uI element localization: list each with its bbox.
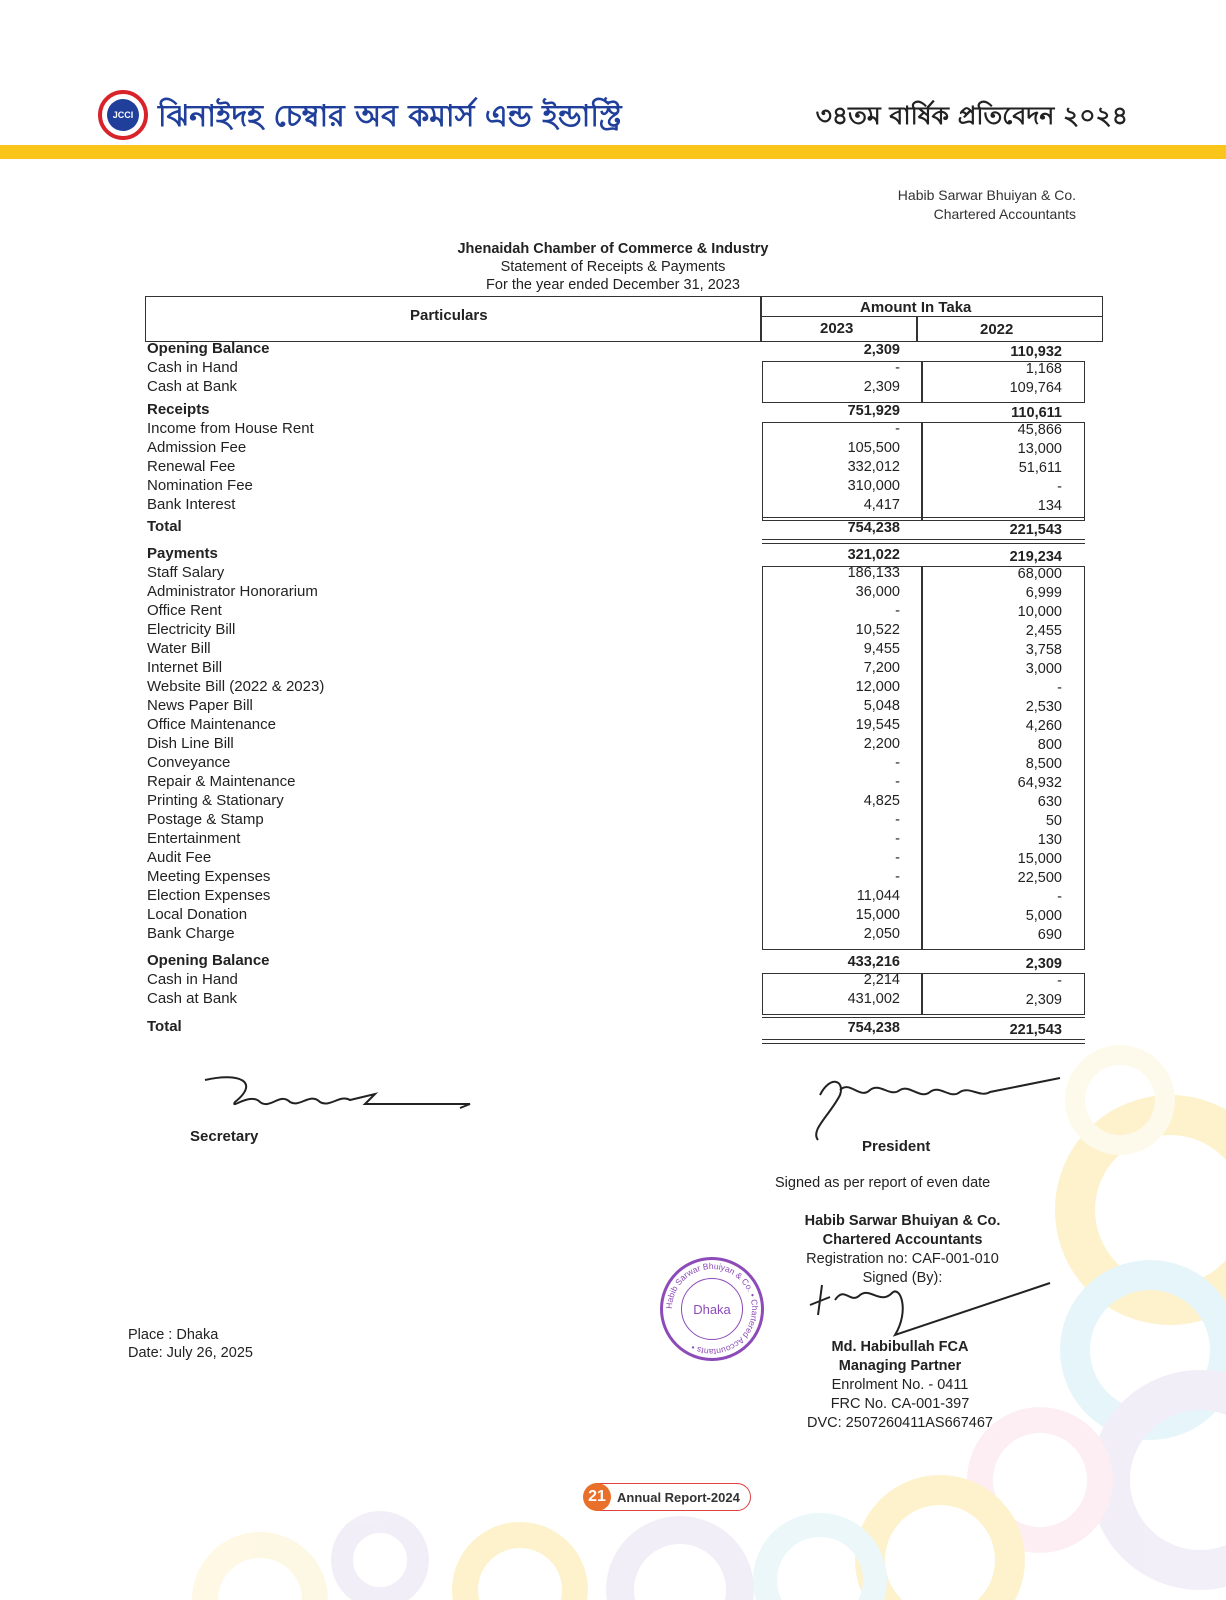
table-row-label: Office Rent <box>147 602 222 619</box>
table-row-label: Website Bill (2022 & 2023) <box>147 678 325 695</box>
closing-total-2023: 433,216 <box>847 954 900 970</box>
year-divider <box>916 316 918 342</box>
table-row-label: Electricity Bill <box>147 621 236 638</box>
table-cell-2023: - <box>895 603 900 619</box>
total1-rule-top <box>762 517 1085 518</box>
total1-2022: 221,543 <box>1009 522 1062 538</box>
table-cell-2023: 12,000 <box>855 679 900 695</box>
table-row-label: Admission Fee <box>147 439 247 456</box>
total1-rule-bottom-2 <box>762 543 1085 544</box>
svg-text:Habib Sarwar Bhuiyan & Co. • C <box>664 1261 760 1357</box>
total2-rule-bottom-2 <box>762 1043 1085 1044</box>
table-cell-2022: 3,758 <box>1025 642 1062 658</box>
table-cell-2022: 4,260 <box>1025 718 1062 734</box>
table-row-label: Entertainment <box>147 830 241 847</box>
org-name-bengali: ঝিনাইদহ চেম্বার অব কমার্স এন্ড ইন্ডাস্ট্রি <box>158 99 622 134</box>
total1-rule-bottom-1 <box>762 539 1085 540</box>
logo-text: JCCI <box>107 99 139 131</box>
statement-period: For the year ended December 31, 2023 <box>486 277 740 293</box>
table-cell-2022: 2,309 <box>1025 992 1062 1008</box>
report-title-bengali: ৩৪তম বার্ষিক প্রতিবেদন ২০২৪ <box>815 101 1128 130</box>
table-cell-2022: 64,932 <box>1017 775 1062 791</box>
firm-name: Habib Sarwar Bhuiyan & Co. <box>897 187 1076 203</box>
table-cell-2023: 2,050 <box>863 926 900 942</box>
receipts-heading: Receipts <box>147 401 210 418</box>
table-cell-2023: 431,002 <box>847 991 900 1007</box>
firm-heading <box>898 186 1076 224</box>
table-row-label: Meeting Expenses <box>147 868 271 885</box>
table-cell-2022: - <box>1057 973 1062 989</box>
table-row-label: Water Bill <box>147 640 211 657</box>
partner-title: Managing Partner <box>838 1358 962 1374</box>
table-cell-2023: 10,522 <box>855 622 900 638</box>
table-row-label: Repair & Maintenance <box>147 773 296 790</box>
table-row-label: Cash at Bank <box>147 990 238 1007</box>
partner-name: Md. Habibullah FCA <box>831 1339 969 1355</box>
table-cell-2022: 10,000 <box>1017 604 1062 620</box>
table-row-label: Bank Interest <box>147 496 236 513</box>
table-row-label: Conveyance <box>147 754 231 771</box>
table-cell-2022: 2,455 <box>1025 623 1062 639</box>
table-row-label: Printing & Stationary <box>147 792 284 809</box>
table-cell-2022: 22,500 <box>1017 870 1062 886</box>
table-row-label: Cash in Hand <box>147 359 238 376</box>
table-row-label: Bank Charge <box>147 925 235 942</box>
secretary-signature <box>200 1072 480 1122</box>
payments-total-2022: 219,234 <box>1009 549 1062 565</box>
table-row-label: Cash in Hand <box>147 971 238 988</box>
table-cell-2023: - <box>895 869 900 885</box>
table-cell-2023: 11,044 <box>856 888 900 904</box>
auditor-subtitle: Chartered Accountants <box>822 1232 983 1248</box>
table-cell-2023: 36,000 <box>855 584 900 600</box>
table-cell-2023: 2,309 <box>863 379 900 395</box>
statement-heading <box>0 240 1226 294</box>
total2-2022: 221,543 <box>1009 1022 1062 1038</box>
year-2022-header: 2022 <box>980 321 1014 338</box>
opening-total-2023: 2,309 <box>863 342 900 358</box>
stamp-center: Dhaka <box>681 1278 743 1340</box>
table-cell-2022: 68,000 <box>1017 566 1062 582</box>
receipts-total-2022: 110,611 <box>1011 405 1062 421</box>
signed-note: Signed as per report of even date <box>775 1175 991 1191</box>
total2-label: Total <box>147 1018 182 1035</box>
opening-total-2022: 110,932 <box>1010 344 1062 360</box>
table-cell-2023: - <box>895 850 900 866</box>
receipts-total-2023: 751,929 <box>847 403 900 419</box>
place: Place : Dhaka <box>128 1327 219 1343</box>
table-cell-2023: 310,000 <box>847 478 900 494</box>
table-row-label: Administrator Honorarium <box>147 583 318 600</box>
table-cell-2022: 109,764 <box>1009 380 1062 396</box>
auditor-firm: Habib Sarwar Bhuiyan & Co. <box>804 1213 1001 1229</box>
dvc-number: DVC: 2507260411AS667467 <box>807 1415 993 1431</box>
header-divider-bar <box>0 145 1226 159</box>
total2-rule-bottom-1 <box>762 1039 1085 1040</box>
secretary-label: Secretary <box>190 1128 259 1145</box>
table-cell-2023: - <box>895 421 900 437</box>
table-cell-2023: 2,200 <box>863 736 900 752</box>
footer-label: Annual Report-2024 <box>617 1489 740 1505</box>
total1-2023: 754,238 <box>847 520 900 536</box>
table-cell-2023: 19,545 <box>855 717 900 733</box>
table-cell-2022: 2,530 <box>1025 699 1062 715</box>
frc-number: FRC No. CA-001-397 <box>830 1396 970 1412</box>
table-cell-2022: 51,611 <box>1018 460 1062 476</box>
statement-organization: Jhenaidah Chamber of Commerce & Industry <box>457 241 769 257</box>
table-cell-2023: - <box>895 812 900 828</box>
table-cell-2022: 6,999 <box>1025 585 1062 601</box>
table-row-label: Postage & Stamp <box>147 811 264 828</box>
table-row-label: Renewal Fee <box>147 458 236 475</box>
place-date <box>128 1326 253 1362</box>
table-row-label: News Paper Bill <box>147 697 253 714</box>
table-cell-2022: 15,000 <box>1017 851 1062 867</box>
payments-total-2023: 321,022 <box>847 547 900 563</box>
amount-divider <box>760 316 1103 317</box>
table-cell-2023: - <box>895 360 900 376</box>
table-cell-2022: 130 <box>1037 832 1062 848</box>
total2-rule-top <box>762 1017 1085 1018</box>
table-cell-2023: 2,214 <box>863 972 900 988</box>
year-2023-header: 2023 <box>820 320 854 337</box>
table-cell-2022: 134 <box>1037 498 1062 514</box>
auditor-signature <box>800 1275 1060 1345</box>
amount-header: Amount In Taka <box>860 299 972 316</box>
table-cell-2023: 9,455 <box>863 641 900 657</box>
particulars-divider <box>760 296 762 342</box>
table-cell-2023: 15,000 <box>855 907 900 923</box>
table-cell-2023: - <box>895 831 900 847</box>
table-cell-2022: 45,866 <box>1017 422 1062 438</box>
particulars-header: Particulars <box>410 307 488 324</box>
table-row-label: Internet Bill <box>147 659 223 676</box>
table-cell-2022: 630 <box>1037 794 1062 810</box>
registration-number: Registration no: CAF-001-010 <box>806 1251 999 1267</box>
table-row-label: Audit Fee <box>147 849 212 866</box>
table-cell-2022: 3,000 <box>1025 661 1062 677</box>
payments-heading: Payments <box>147 545 218 562</box>
table-cell-2022: 50 <box>1045 813 1062 829</box>
table-row-label: Dish Line Bill <box>147 735 234 752</box>
table-cell-2022: 690 <box>1037 927 1062 943</box>
table-row-label: Election Expenses <box>147 887 271 904</box>
table-cell-2023: 7,200 <box>863 660 900 676</box>
page-footer <box>584 1483 751 1511</box>
table-row-label: Cash at Bank <box>147 378 238 395</box>
page-number: 21 <box>583 1483 611 1511</box>
table-cell-2023: 332,012 <box>847 459 900 475</box>
table-cell-2023: 105,500 <box>847 440 900 456</box>
table-cell-2023: 186,133 <box>847 565 900 581</box>
table-cell-2022: 5,000 <box>1025 908 1062 924</box>
closing-total-2022: 2,309 <box>1025 956 1062 972</box>
table-cell-2023: 5,048 <box>863 698 900 714</box>
total2-2023: 754,238 <box>847 1020 900 1036</box>
table-row-label: Staff Salary <box>147 564 225 581</box>
table-cell-2022: 800 <box>1037 737 1062 753</box>
table-row-label: Office Maintenance <box>147 716 276 733</box>
jcci-logo <box>98 90 148 140</box>
table-cell-2022: 8,500 <box>1025 756 1062 772</box>
signed-by: Signed (By): <box>862 1270 943 1286</box>
table-cell-2023: - <box>895 774 900 790</box>
president-label: President <box>862 1138 931 1155</box>
table-cell-2022: 1,168 <box>1025 361 1062 377</box>
firm-subtitle: Chartered Accountants <box>933 206 1076 222</box>
table-row-label: Income from House Rent <box>147 420 314 437</box>
table-cell-2023: - <box>895 755 900 771</box>
table-row-label: Nomination Fee <box>147 477 253 494</box>
closing-heading: Opening Balance <box>147 952 270 969</box>
date: Date: July 26, 2025 <box>128 1345 253 1361</box>
table-cell-2022: 13,000 <box>1017 441 1062 457</box>
table-cell-2023: 4,417 <box>863 497 900 513</box>
statement-title: Statement of Receipts & Payments <box>500 259 726 275</box>
total1-label: Total <box>147 518 182 535</box>
enrolment-number: Enrolment No. - 0411 <box>831 1377 969 1393</box>
table-row-label: Local Donation <box>147 906 248 923</box>
president-signature <box>800 1070 1070 1145</box>
stamp-ring-label: Habib Sarwar Bhuiyan & Co. • Chartered Accountants • <box>663 1260 761 1358</box>
table-cell-2023: 4,825 <box>863 793 900 809</box>
table-cell-2022: - <box>1057 680 1062 696</box>
opening-heading: Opening Balance <box>147 340 270 357</box>
table-cell-2022: - <box>1057 479 1062 495</box>
stamp-ring-text <box>660 1257 764 1361</box>
partner-block <box>780 1338 1020 1433</box>
table-cell-2022: - <box>1057 889 1062 905</box>
